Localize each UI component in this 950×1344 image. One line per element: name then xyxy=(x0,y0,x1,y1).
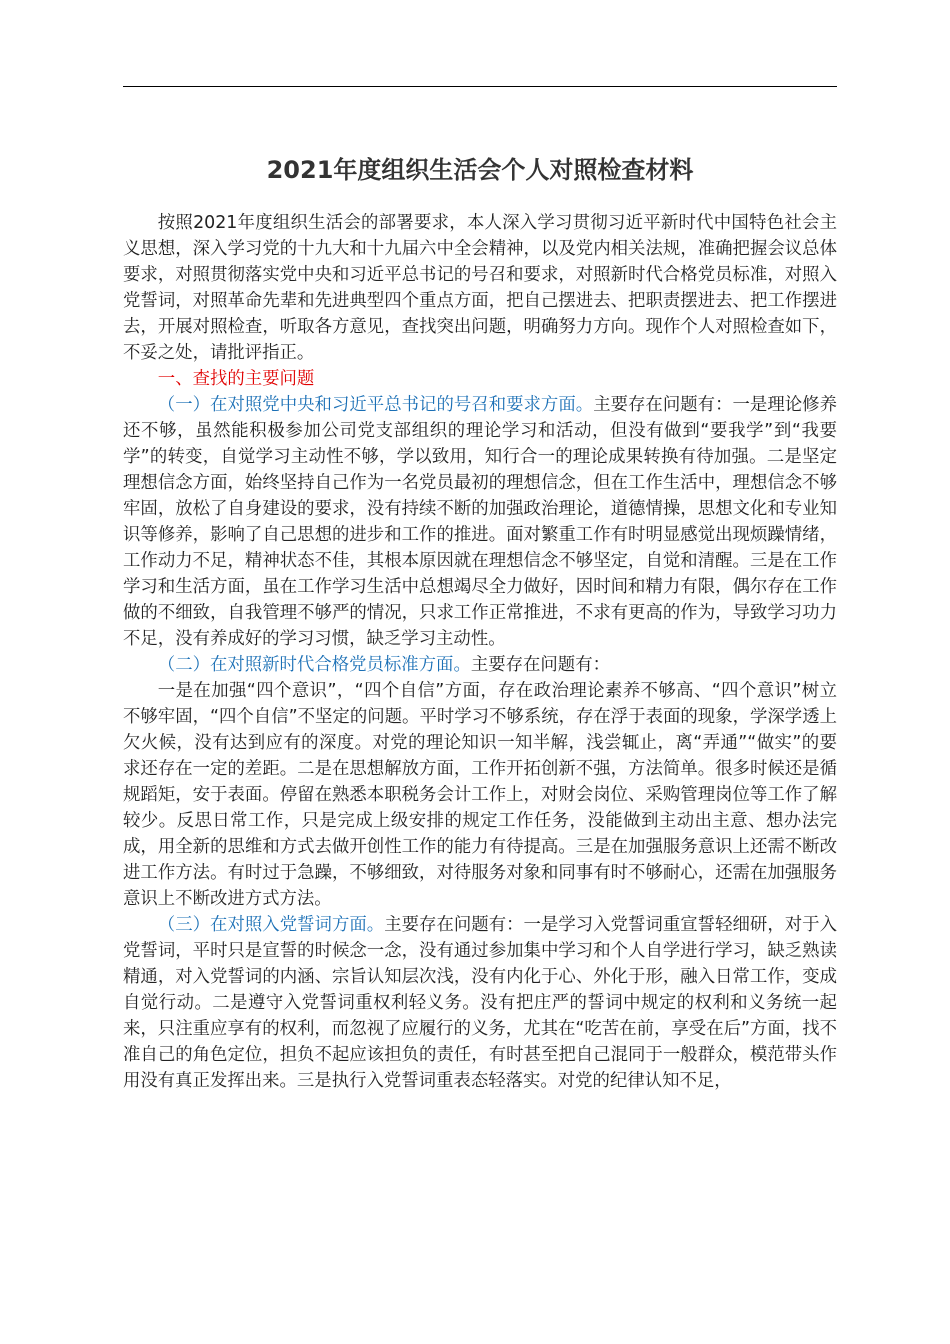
section-heading: 一、查找的主要问题 xyxy=(157,369,315,389)
subsection-1-paragraph xyxy=(123,392,837,652)
subsection-3-heading: （三）在对照入党誓词方面。 xyxy=(157,915,385,935)
document-title: 2021年度组织生活会个人对照检查材料 xyxy=(266,156,694,184)
subsection-2-heading-line xyxy=(123,652,837,678)
subsection-1-text: 主要存在问题有：一是理论修养还不够，虽然能积极参加公司党支部组织的理论学习和活动，但没有做到“要我学”到“我要学”的转变，自觉学习主动性不够，学以致用，知行合一的理论成果转换有待加强。二是坚定理想信念方面，始终坚持自己作为一名党员最初的理想信念，但在工作生活中，理想信念不够牢固，放松了自身建设的要求，没有持续不断的加强政治理论，道德情操，思想文化和专业知识等修养，影响了自己思想的进步和工作的推进。面对繁重工作有时明显感觉出现烦躁情绪，工作动力不足，精神状态不佳，其根本原因就在理想信念不够坚定，自觉和清醒。三是在工作学习和生活方面，虽在工作学习生活中总想竭尽全力做好，因时间和精力有限，偶尔存在工作做的不细致，自我管理不够严的情况，只求工作正常推进，不求有更高的作为，导致学习功力不足，没有养成好的学习习惯，缺乏学习主动性。 xyxy=(123,395,837,649)
intro-paragraph: 按照2021年度组织生活会的部署要求，本人深入学习贯彻习近平新时代中国特色社会主义思想，深入学习党的十九大和十九届六中全会精神，以及党内相关法规，准确把握会议总体要求，对照贯彻落实党中央和习近平总书记的号召和要求，对照新时代合格党员标准，对照入党誓词，对照革命先辈和先进典型四个重点方面，把自己摆进去、把职责摆进去、把工作摆进去，开展对照检查，听取各方意见，查找突出问题，明确努力方向。现作个人对照检查如下，不妥之处，请批评指正。 xyxy=(123,213,837,363)
subsection-2-heading: （二）在对照新时代合格党员标准方面。 xyxy=(157,655,471,675)
document-body xyxy=(123,210,837,1094)
subsection-3-paragraph xyxy=(123,912,837,1094)
subsection-2-lead: 主要存在问题有： xyxy=(470,655,610,675)
subsection-3-text: 主要存在问题有：一是学习入党誓词重宣誓轻细研，对于入党誓词，平时只是宣誓的时候念一念，没有通过参加集中学习和个人自学进行学习，缺乏熟读精通，对入党誓词的内涵、宗旨认知层次浅，没有内化于心、外化于形，融入日常工作，变成自觉行动。二是遵守入党誓词重权利轻义务。没有把庄严的誓词中规定的权利和义务统一起来，只注重应享有的权利，而忽视了应履行的义务，尤其在“吃苦在前，享受在后”方面，找不准自己的角色定位，担负不起应该担负的责任，有时甚至把自己混同于一般群众，模范带头作用没有真正发挥出来。三是执行入党誓词重表态轻落实。对党的纪律认知不足， xyxy=(123,915,837,1091)
subsection-2-paragraph: 一是在加强“四个意识”，“四个自信”方面，存在政治理论素养不够高、“四个意识”树立不够牢固，“四个自信”不坚定的问题。平时学习不够系统，存在浮于表面的现象，学深学透上欠火候，没有达到应有的深度。对党的理论知识一知半解，浅尝辄止，离“弄通”“做实”的要求还存在一定的差距。二是在思想解放方面，工作开拓创新不强，方法简单。很多时候还是循规蹈矩，安于表面。停留在熟悉本职税务会计工作上，对财会岗位、采购管理岗位等工作了解较少。反思日常工作，只是完成上级安排的规定工作任务，没能做到主动出主意、想办法完成，用全新的思维和方式去做开创性工作的能力有待提高。三是在加强服务意识上还需不断改进工作方法。有时过于急躁，不够细致，对待服务对象和同事有时不够耐心，还需在加强服务意识上不断改进方式方法。 xyxy=(123,681,837,909)
subsection-1-heading: （一）在对照党中央和习近平总书记的号召和要求方面。 xyxy=(157,395,594,415)
header-rule xyxy=(123,86,837,87)
